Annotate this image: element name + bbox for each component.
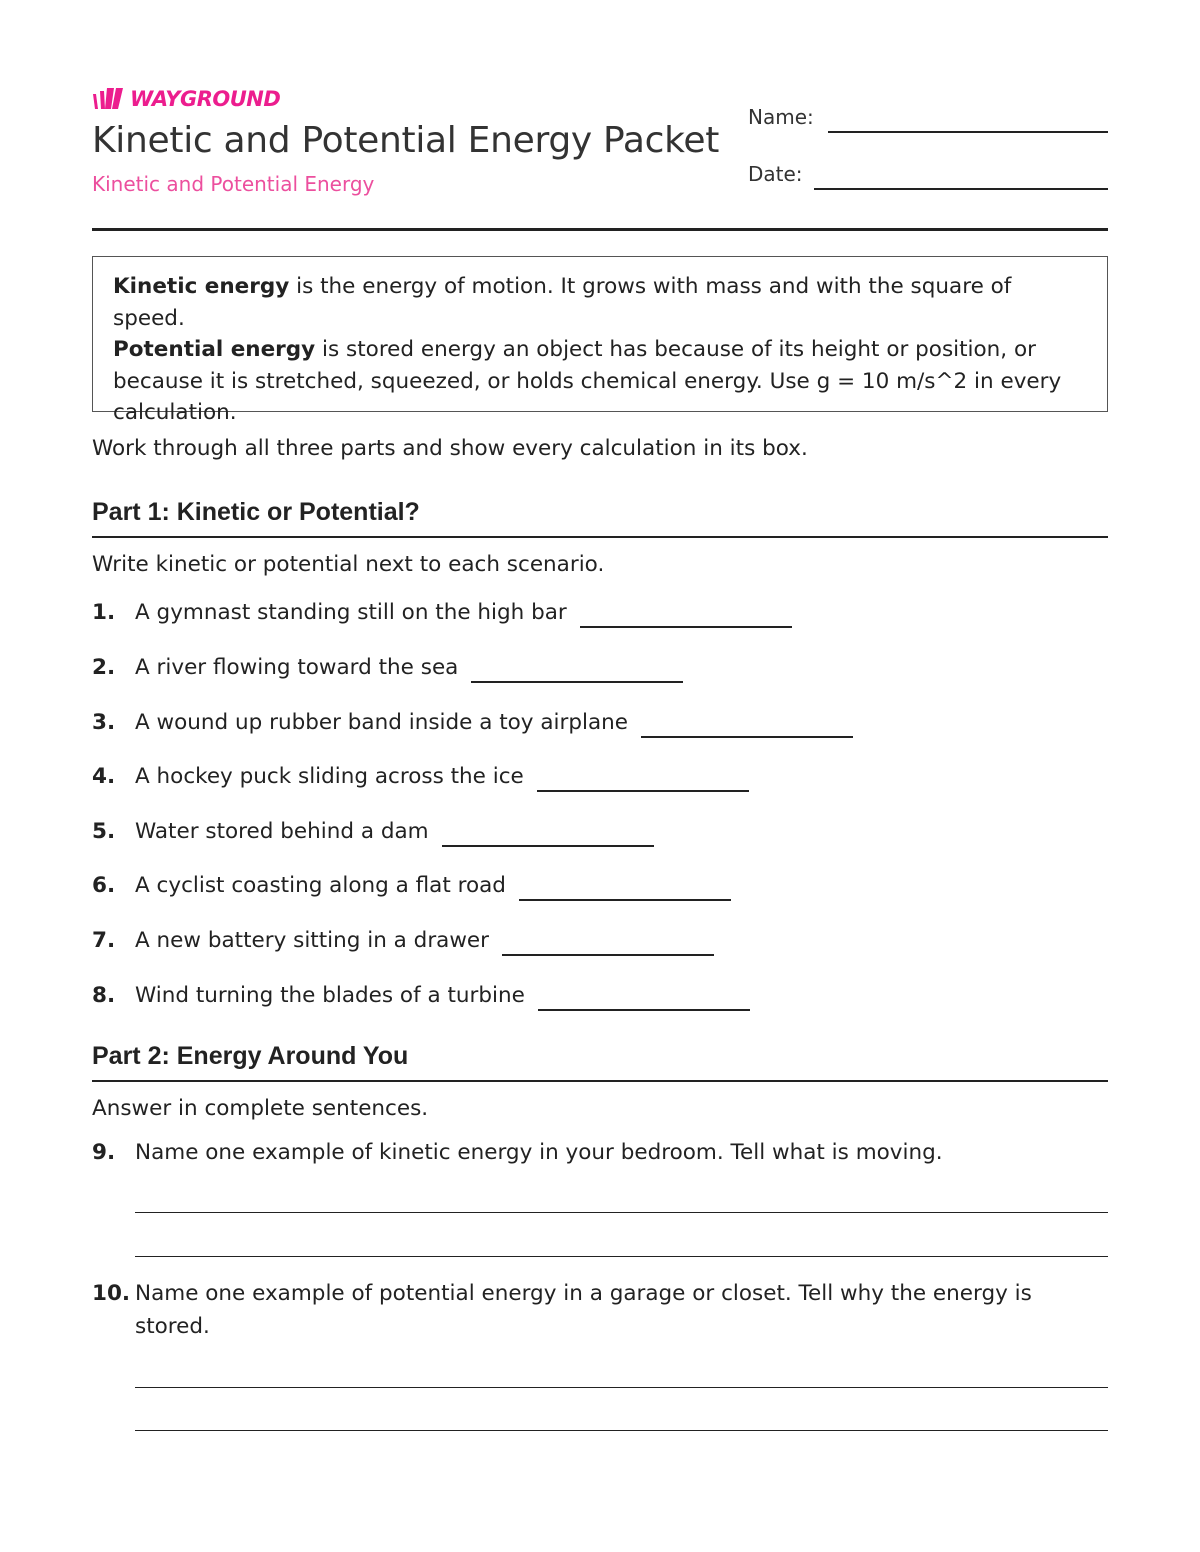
question-number: 8.	[92, 983, 116, 1008]
answer-blank-8[interactable]	[538, 987, 750, 1011]
date-label: Date:	[748, 162, 803, 186]
brand-wordmark: WAYGROUND	[130, 87, 281, 111]
answer-blank-3[interactable]	[641, 714, 853, 738]
question-1	[92, 594, 1108, 628]
page-subtitle: Kinetic and Potential Energy	[92, 172, 375, 196]
answer-blank-1[interactable]	[580, 604, 792, 628]
question-number: 6.	[92, 873, 116, 898]
question-number: 7.	[92, 928, 116, 953]
kinetic-term: Kinetic energy	[113, 274, 290, 299]
question-text: Name one example of potential energy in a garage or closet. Tell why the energy is stored.	[135, 1281, 1032, 1339]
answer-blank-4[interactable]	[537, 768, 749, 792]
answer-line-9b[interactable]	[135, 1256, 1108, 1257]
potential-definition: is stored energy an object has because of its height or position, or because it is stretched, squeezed, or holds chemical energy. Use g = 10 m/s^2 in every calculation.	[113, 337, 1062, 425]
question-text: A wound up rubber band inside a toy airplane	[135, 710, 628, 735]
kinetic-definition: is the energy of motion. It grows with mass and with the square of speed.	[113, 274, 1012, 331]
part2-title: Part 2: Energy Around You	[92, 1042, 409, 1070]
part1-title: Part 1: Kinetic or Potential?	[92, 498, 420, 526]
question-text: A hockey puck sliding across the ice	[135, 764, 524, 789]
question-number: 1.	[92, 600, 116, 625]
general-instructions: Work through all three parts and show every calculation in its box.	[92, 436, 808, 461]
question-text: Water stored behind a dam	[135, 819, 429, 844]
part1-instruction: Write kinetic or potential next to each scenario.	[92, 552, 605, 577]
question-number: 2.	[92, 655, 116, 680]
question-7	[92, 922, 1108, 956]
answer-blank-7[interactable]	[502, 932, 714, 956]
question-3	[92, 704, 1108, 738]
answer-blank-6[interactable]	[519, 877, 731, 901]
part1-divider	[92, 536, 1108, 538]
part2-divider	[92, 1080, 1108, 1082]
worksheet-page	[92, 0, 1108, 1552]
question-text: Wind turning the blades of a turbine	[135, 983, 525, 1008]
question-5	[92, 813, 1108, 847]
date-field[interactable]	[814, 188, 1108, 190]
question-10	[92, 1277, 1108, 1343]
question-number: 4.	[92, 764, 116, 789]
question-text: Name one example of kinetic energy in your bedroom. Tell what is moving.	[135, 1140, 943, 1165]
potential-term: Potential energy	[113, 337, 316, 362]
brand-logo	[92, 86, 280, 112]
question-text: A gymnast standing still on the high bar	[135, 600, 567, 625]
question-8	[92, 977, 1108, 1011]
answer-line-10a[interactable]	[135, 1387, 1108, 1388]
wayground-logo-icon	[92, 88, 126, 110]
answer-blank-5[interactable]	[442, 823, 654, 847]
question-text: A new battery sitting in a drawer	[135, 928, 489, 953]
part2-instruction: Answer in complete sentences.	[92, 1096, 429, 1121]
question-number: 3.	[92, 710, 116, 735]
header-divider	[92, 228, 1108, 231]
question-number: 5.	[92, 819, 116, 844]
answer-line-10b[interactable]	[135, 1430, 1108, 1431]
question-number: 10.	[92, 1281, 131, 1306]
question-9	[92, 1136, 1108, 1169]
question-6	[92, 867, 1108, 901]
question-2	[92, 649, 1108, 683]
definitions-box	[92, 256, 1108, 425]
question-number: 9.	[92, 1140, 116, 1165]
answer-line-9a[interactable]	[135, 1212, 1108, 1213]
page-title: Kinetic and Potential Energy Packet	[92, 120, 720, 161]
question-text: A cyclist coasting along a flat road	[135, 873, 506, 898]
answer-blank-2[interactable]	[471, 659, 683, 683]
question-text: A river flowing toward the sea	[135, 655, 459, 680]
name-label: Name:	[748, 105, 814, 129]
name-field[interactable]	[828, 131, 1108, 133]
question-4	[92, 758, 1108, 792]
